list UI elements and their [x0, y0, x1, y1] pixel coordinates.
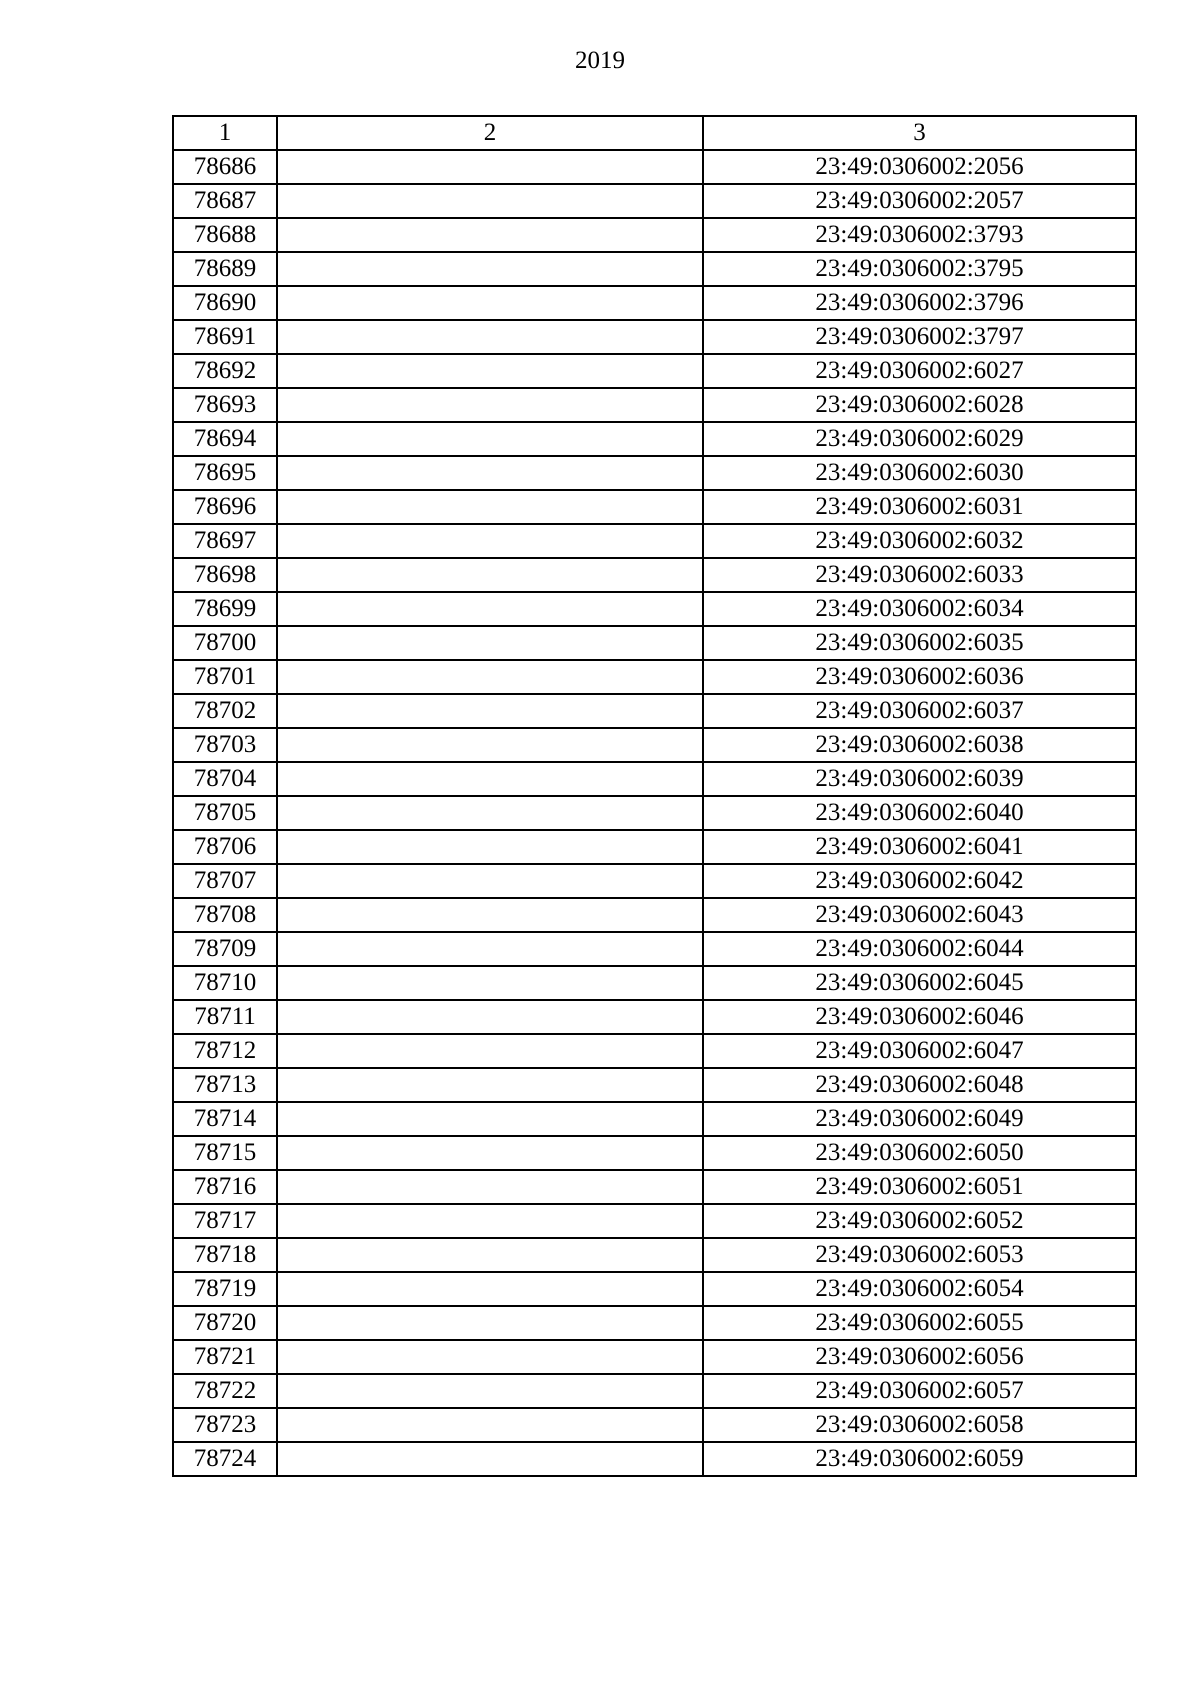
description-cell — [277, 354, 703, 388]
row-number-cell: 78701 — [173, 660, 277, 694]
cadastral-number-cell: 23:49:0306002:6027 — [703, 354, 1136, 388]
table-row — [173, 558, 1136, 592]
description-cell — [277, 1238, 703, 1272]
cadastral-number-cell: 23:49:0306002:6059 — [703, 1442, 1136, 1476]
description-cell — [277, 932, 703, 966]
description-cell — [277, 592, 703, 626]
table-row — [173, 1136, 1136, 1170]
row-number-cell: 78719 — [173, 1272, 277, 1306]
cadastral-number-cell: 23:49:0306002:6044 — [703, 932, 1136, 966]
row-number-cell: 78698 — [173, 558, 277, 592]
row-number-cell: 78686 — [173, 150, 277, 184]
row-number-cell: 78712 — [173, 1034, 277, 1068]
table-row — [173, 1102, 1136, 1136]
table-row — [173, 864, 1136, 898]
cadastral-number-cell: 23:49:0306002:2057 — [703, 184, 1136, 218]
cadastral-number-cell: 23:49:0306002:6036 — [703, 660, 1136, 694]
cadastral-number-cell: 23:49:0306002:6052 — [703, 1204, 1136, 1238]
description-cell — [277, 1136, 703, 1170]
table-row — [173, 762, 1136, 796]
row-number-cell: 78706 — [173, 830, 277, 864]
cadastral-number-cell: 23:49:0306002:6046 — [703, 1000, 1136, 1034]
cadastral-number-cell: 23:49:0306002:6043 — [703, 898, 1136, 932]
table-row — [173, 218, 1136, 252]
row-number-cell: 78713 — [173, 1068, 277, 1102]
table-row — [173, 388, 1136, 422]
table-row — [173, 1238, 1136, 1272]
table-row — [173, 252, 1136, 286]
description-cell — [277, 1068, 703, 1102]
description-cell — [277, 320, 703, 354]
description-cell — [277, 898, 703, 932]
table-row — [173, 1170, 1136, 1204]
cadastral-number-cell: 23:49:0306002:6039 — [703, 762, 1136, 796]
description-cell — [277, 150, 703, 184]
description-cell — [277, 1000, 703, 1034]
table-header-row — [173, 116, 1136, 150]
row-number-cell: 78697 — [173, 524, 277, 558]
description-cell — [277, 1442, 703, 1476]
cadastral-number-cell: 23:49:0306002:6033 — [703, 558, 1136, 592]
cadastral-number-cell: 23:49:0306002:6051 — [703, 1170, 1136, 1204]
cadastral-number-cell: 23:49:0306002:6040 — [703, 796, 1136, 830]
description-cell — [277, 1306, 703, 1340]
description-cell — [277, 966, 703, 1000]
cadastral-number-cell: 23:49:0306002:2056 — [703, 150, 1136, 184]
row-number-cell: 78692 — [173, 354, 277, 388]
table-row — [173, 1374, 1136, 1408]
row-number-cell: 78705 — [173, 796, 277, 830]
description-cell — [277, 864, 703, 898]
row-number-cell: 78708 — [173, 898, 277, 932]
description-cell — [277, 1170, 703, 1204]
cadastral-number-cell: 23:49:0306002:6038 — [703, 728, 1136, 762]
description-cell — [277, 1102, 703, 1136]
cadastral-number-cell: 23:49:0306002:6056 — [703, 1340, 1136, 1374]
column-header-3: 3 — [703, 116, 1136, 150]
cadastral-number-cell: 23:49:0306002:6029 — [703, 422, 1136, 456]
column-header-1: 1 — [173, 116, 277, 150]
row-number-cell: 78694 — [173, 422, 277, 456]
cadastral-number-cell: 23:49:0306002:6047 — [703, 1034, 1136, 1068]
cadastral-number-cell: 23:49:0306002:6058 — [703, 1408, 1136, 1442]
row-number-cell: 78710 — [173, 966, 277, 1000]
table-row — [173, 626, 1136, 660]
table-row — [173, 150, 1136, 184]
description-cell — [277, 1204, 703, 1238]
table-row — [173, 456, 1136, 490]
description-cell — [277, 1034, 703, 1068]
cadastral-number-cell: 23:49:0306002:6042 — [703, 864, 1136, 898]
page-number: 2019 — [575, 47, 625, 74]
row-number-cell: 78718 — [173, 1238, 277, 1272]
row-number-cell: 78703 — [173, 728, 277, 762]
description-cell — [277, 1272, 703, 1306]
cadastral-number-cell: 23:49:0306002:6049 — [703, 1102, 1136, 1136]
row-number-cell: 78696 — [173, 490, 277, 524]
row-number-cell: 78693 — [173, 388, 277, 422]
row-number-cell: 78716 — [173, 1170, 277, 1204]
table-row — [173, 830, 1136, 864]
table-row — [173, 728, 1136, 762]
row-number-cell: 78711 — [173, 1000, 277, 1034]
row-number-cell: 78700 — [173, 626, 277, 660]
cadastral-number-cell: 23:49:0306002:6053 — [703, 1238, 1136, 1272]
description-cell — [277, 796, 703, 830]
table-row — [173, 592, 1136, 626]
description-cell — [277, 830, 703, 864]
table-row — [173, 1306, 1136, 1340]
row-number-cell: 78709 — [173, 932, 277, 966]
description-cell — [277, 626, 703, 660]
description-cell — [277, 694, 703, 728]
cadastral-number-cell: 23:49:0306002:3793 — [703, 218, 1136, 252]
cadastral-number-cell: 23:49:0306002:3797 — [703, 320, 1136, 354]
cadastral-number-cell: 23:49:0306002:6057 — [703, 1374, 1136, 1408]
row-number-cell: 78687 — [173, 184, 277, 218]
cadastral-number-cell: 23:49:0306002:6028 — [703, 388, 1136, 422]
description-cell — [277, 558, 703, 592]
table-row — [173, 1000, 1136, 1034]
row-number-cell: 78691 — [173, 320, 277, 354]
row-number-cell: 78688 — [173, 218, 277, 252]
row-number-cell: 78715 — [173, 1136, 277, 1170]
row-number-cell: 78702 — [173, 694, 277, 728]
row-number-cell: 78699 — [173, 592, 277, 626]
cadastral-number-cell: 23:49:0306002:6041 — [703, 830, 1136, 864]
description-cell — [277, 456, 703, 490]
table-body — [173, 150, 1136, 1476]
description-cell — [277, 728, 703, 762]
cadastral-number-cell: 23:49:0306002:6050 — [703, 1136, 1136, 1170]
row-number-cell: 78723 — [173, 1408, 277, 1442]
table-row — [173, 966, 1136, 1000]
cadastral-number-cell: 23:49:0306002:6035 — [703, 626, 1136, 660]
description-cell — [277, 660, 703, 694]
cadastral-number-cell: 23:49:0306002:6048 — [703, 1068, 1136, 1102]
table-row — [173, 490, 1136, 524]
row-number-cell: 78720 — [173, 1306, 277, 1340]
row-number-cell: 78722 — [173, 1374, 277, 1408]
table-row — [173, 1340, 1136, 1374]
description-cell — [277, 762, 703, 796]
row-number-cell: 78704 — [173, 762, 277, 796]
row-number-cell: 78707 — [173, 864, 277, 898]
table-row — [173, 286, 1136, 320]
table-row — [173, 184, 1136, 218]
cadastral-number-cell: 23:49:0306002:6030 — [703, 456, 1136, 490]
table-row — [173, 524, 1136, 558]
table-row — [173, 1272, 1136, 1306]
register-table — [172, 115, 1137, 1477]
description-cell — [277, 252, 703, 286]
table-row — [173, 320, 1136, 354]
table-row — [173, 1442, 1136, 1476]
cadastral-number-cell: 23:49:0306002:3796 — [703, 286, 1136, 320]
description-cell — [277, 388, 703, 422]
table-row — [173, 422, 1136, 456]
table-row — [173, 898, 1136, 932]
description-cell — [277, 184, 703, 218]
cadastral-number-cell: 23:49:0306002:6055 — [703, 1306, 1136, 1340]
table-row — [173, 694, 1136, 728]
table-row — [173, 1204, 1136, 1238]
cadastral-number-cell: 23:49:0306002:6045 — [703, 966, 1136, 1000]
description-cell — [277, 1340, 703, 1374]
row-number-cell: 78690 — [173, 286, 277, 320]
table-row — [173, 1068, 1136, 1102]
description-cell — [277, 1374, 703, 1408]
column-header-2: 2 — [277, 116, 703, 150]
description-cell — [277, 218, 703, 252]
description-cell — [277, 422, 703, 456]
cadastral-number-cell: 23:49:0306002:6034 — [703, 592, 1136, 626]
row-number-cell: 78721 — [173, 1340, 277, 1374]
table-row — [173, 660, 1136, 694]
description-cell — [277, 490, 703, 524]
row-number-cell: 78695 — [173, 456, 277, 490]
cadastral-number-cell: 23:49:0306002:6032 — [703, 524, 1136, 558]
table-row — [173, 1408, 1136, 1442]
description-cell — [277, 286, 703, 320]
row-number-cell: 78717 — [173, 1204, 277, 1238]
table-row — [173, 1034, 1136, 1068]
table-row — [173, 932, 1136, 966]
row-number-cell: 78714 — [173, 1102, 277, 1136]
table-row — [173, 796, 1136, 830]
cadastral-number-cell: 23:49:0306002:6037 — [703, 694, 1136, 728]
description-cell — [277, 524, 703, 558]
cadastral-number-cell: 23:49:0306002:6054 — [703, 1272, 1136, 1306]
table-row — [173, 354, 1136, 388]
description-cell — [277, 1408, 703, 1442]
cadastral-number-cell: 23:49:0306002:3795 — [703, 252, 1136, 286]
row-number-cell: 78689 — [173, 252, 277, 286]
row-number-cell: 78724 — [173, 1442, 277, 1476]
cadastral-number-cell: 23:49:0306002:6031 — [703, 490, 1136, 524]
